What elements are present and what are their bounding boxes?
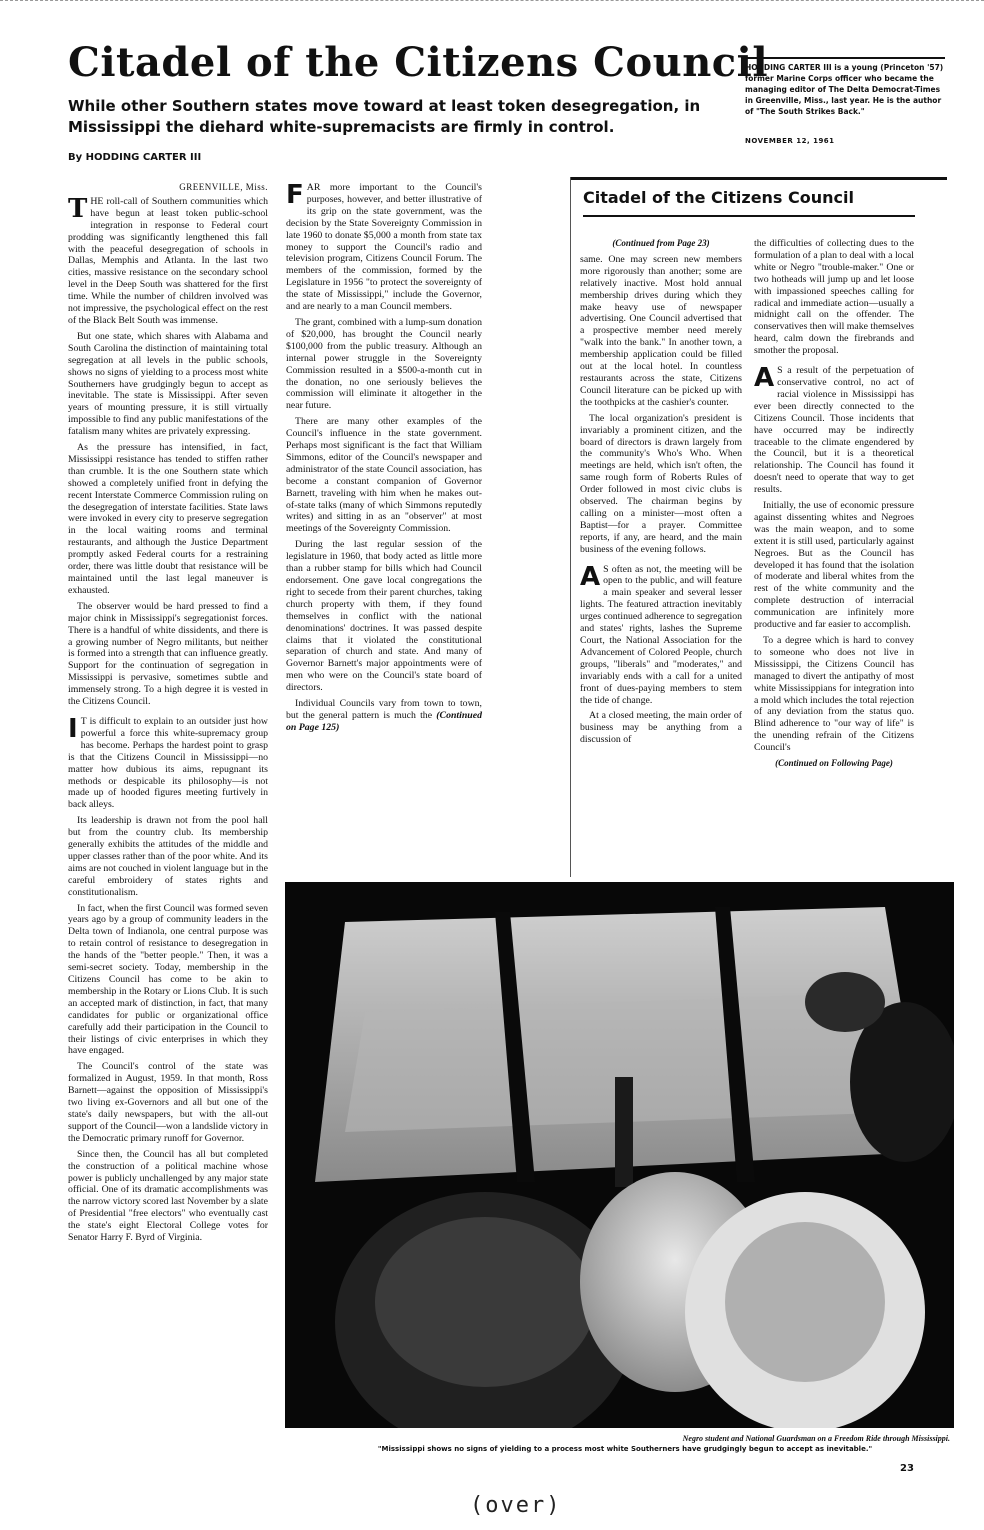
continued-note: (Continued on Following Page) [775, 758, 893, 769]
paragraph [286, 698, 482, 734]
paragraph: Initially, the use of economic pressure against dissenting whites and Negroes was the main weapon, and to some extent it is still used, particularly against Negroes. But as the Council has developed it has found that the isolation of moderate and liberal whites from the rest of the white community and the complete destruction of interracial communication are infinitely more productive and far easier to accomplish. [754, 500, 914, 631]
drop-cap: A [580, 561, 601, 592]
paragraph: During the last regular session of the legislature in 1960, that body acted as little more than a rubber stamp for bills which had Council endorsement. One gave local congregations the right to secede from their parent churches, taking church property with them, if they found themselves in conflict with the national denominations' doctrines. It was passed despite claims that it violated the constitutional separation of church and state. And many of Governor Barnett's major appointments were of men who were on the Council's state board of directors. [286, 539, 482, 694]
paragraph [68, 193, 268, 327]
drop-cap: F [286, 180, 304, 210]
article-headline: Citadel of the Citizens Council [68, 39, 769, 86]
byline: By HODDING CARTER III [68, 152, 202, 163]
continued-note: (Continued on Page 125) [286, 709, 482, 733]
paragraph: There are many other examples of the Council's influence in the state government. Perhaps most significant is the fact that William Simmons, editor of the Council's newspaper and administrator of the state Council association, has become a constant companion of Governor Barnett, traveling with him when he makes out-of-state talks (many of which Simmons reputedly writes) and sitting in as an "observer" at most meetings of the Sovereignty Commission. [286, 416, 482, 535]
article-column-2 [286, 182, 482, 738]
article-column-1 [68, 182, 268, 1248]
paragraph-text: S often as not, the meeting will be open to the public, and will feature a main speaker and several lesser lights. The featured attraction inevitably urges continued adherence to segregation and states' rights, lashes the Supreme Court, the National Association for the Advancement of Colored People, church groups, "liberals" and "moderates," and invariably ends with a call for a united front of dues-paying members to stem the tide of change. [580, 563, 742, 706]
bio-rule [745, 57, 945, 59]
caption-quote: "Mississippi shows no signs of yielding to a process most white Southerners have grudgingly begun to accept as inevitable." [377, 1445, 873, 1453]
continuation-title-rule [583, 215, 915, 217]
paragraph: But one state, which shares with Alabama and South Carolina the distinction of maintaining total segregation at all levels in the public schools, shows no signs of yielding to a process most white Southerners have grudgingly begun to accept as inevitable. The state is Mississippi. After seven years of mounting pressure, it is still virtually impossible to find any public manifestations of the fatalism many whites are privately expressing. [68, 330, 268, 438]
paragraph: To a degree which is hard to convey to someone who does not live in Mississippi, the Citizens Council has managed to divert the antipathy of most white Mississippians for integration into a mold which includes the total rejection of any deviation from the status quo. Blind adherence to "our way of life" is the unending refrain of the Citizens Council's [754, 635, 914, 754]
paragraph: Since then, the Council has all but completed the construction of a political machine whose power is publicly unchallenged by any major state official. One of its dramatic accomplishments was the narrow victory scored last November by a slate of Presidential "free electors" who eventually cast the state's eight Electoral College votes for Senator Harry F. Byrd of Virginia. [68, 1148, 268, 1244]
page-number: 23 [900, 1463, 914, 1474]
paragraph [286, 182, 482, 313]
paragraph-text: S a result of the perpetuation of conservative control, no act of racial violence in Mississippi has ever been directly connected to the Citizens Council. Those incidents that have occurred may be indirectly traceable to the climate engendered by the Council, but it is a theoretical relationship. The Council has found it doesn't need to operate that way to get results. [754, 365, 914, 496]
paragraph: the difficulties of collecting dues to the formulation of a plan to deal with a local white or Negro "trouble-maker." One or two hotheads will jump up and let loose with impassioned speeches calling for radical and immediate action—usually a midnight call on the offender. The conservatives then will make themselves heard, calm down the firebrands and smother the proposal. [754, 238, 914, 357]
caption-main: Negro student and National Guardsman on a Freedom Ride through Mississippi. [682, 1434, 950, 1443]
scan-edge-dots [0, 0, 984, 3]
paragraph [580, 561, 742, 707]
photograph [285, 882, 954, 1428]
paragraph: same. One may screen new members more rigorously than another; some are relatively inactive. Most hold annual membership drives during which they make heavy use of newspaper advertising. One Council advertised that a prospective member need merely "walk into the bank." In another town, a membership application could be filled out at the local hotel. In countless restaurants across the state, Citizens Council literature can be picked up with the toothpicks at the cashier's counter. [580, 253, 742, 408]
paragraph: At a closed meeting, the main order of business may be anything from a discussion of [580, 710, 742, 746]
drop-cap: T [68, 193, 88, 224]
paragraph: Its leadership is drawn not from the pool hall but from the country club. Its membership generally exhibits the attitudes of the middle and upper classes rather than of the poor white. And its aims are not couched in violent language but in the careful embroidery of states rights and constitutionalism. [68, 815, 268, 898]
continuation-column-2 [754, 238, 914, 774]
paragraph: In fact, when the first Council was formed seven years ago by a group of community leaders in the Delta town of Indianola, one central purpose was to retain control of resistance to desegregation in the hands of the "better people." Then, it was a semi-secret society. Today, membership in the Citizens Council has come to be akin to membership in the Rotary or Lions Club. It is such an accepted mark of distinction, in fact, that many candidates for public or organizational office carefully add their participation in the Council to their listings of civic enterprises in which they have engaged. [68, 902, 268, 1057]
paragraph-text: Individual Councils vary from town to town, but the general pattern is much the [286, 698, 482, 721]
author-bio: HODDING CARTER III is a young (Princeton '57) former Marine Corps officer who became the managing editor of The Delta Democrat-Times in Greenville, Miss., last year. He is the author of "The South Strikes Back." [745, 63, 944, 116]
continuation-box-border [570, 177, 571, 877]
issue-date: NOVEMBER 12, 1961 [745, 137, 835, 145]
paragraph: As the pressure has intensified, in fact, Mississippi resistance has tended to stiffen rather than crumble. It is the one Southern state which showed a completely unified front in defying the recent Interstate Commerce Commission ruling on the desegregation of interstate facilities. State laws were invoked in every city to preserve segregation in the local waiting rooms and terminal restaurants, and although the Justice Department promptly asked Federal courts for a restraining order, there was little doubt that resistance will be maintained until the last legal maneuver is exhausted. [68, 442, 268, 596]
dateline: GREENVILLE, Miss. [179, 182, 268, 192]
continuation-box-rule [570, 177, 947, 180]
continued-from: (Continued from Page 23) [612, 238, 710, 248]
drop-cap: I [68, 713, 78, 744]
paragraph: The local organization's president is invariably a prominent citizen, and the board of directors is drawn largely from the community's Who's Who. When meetings are held, which isn't often, the same rough form of Roberts Rules of Order followed in most civic clubs is observed. The chairman begins by calling on a minister—most often a Baptist—for a prayer. Committee reports, if any, are heard, and the main business of the evening follows. [580, 412, 742, 555]
freedom-ride-photo-illustration [285, 882, 954, 1428]
handwritten-note: (over) [470, 1493, 562, 1518]
paragraph: The grant, combined with a lump-sum donation of $20,000, has brought the Council nearly $100,000 from the public treasury. Although an internal power struggle in the Sovereignty Commission resulted in a $500-a-month cut in the donation, no one seriously believes the commission will eliminate it altogether in the near future. [286, 316, 482, 412]
photo-caption [300, 1433, 950, 1455]
continuation-title: Citadel of the Citizens Council [583, 188, 854, 207]
paragraph [754, 365, 914, 496]
paragraph: The observer would be hard pressed to find a major chink in Mississippi's segregationist forces. There is a handful of white dissidents, and there is a growing number of Negro militants, but neither is formed into a strength that can influence greatly. Support for the continuation of segregation in Mississippi is pervasive, sometimes subtle and immensely strong. To a high degree it is vested in the Citizens Council. [68, 600, 268, 708]
paragraph-text: T is difficult to explain to an outsider just how powerful a force this white-supremacy group has become. Perhaps the hardest point to grasp is that the Citizens Council in Mississippi—no matter how dubious its aims, repugnant its methods or despicable its philosophy—is not made up of hooded figures meeting furtively in back alleys. [68, 715, 268, 811]
drop-cap: A [754, 363, 775, 394]
paragraph [68, 713, 268, 811]
article-subheadline: While other Southern states move toward at least token desegregation, in Mississippi the diehard white-supremacists are firmly in control. [68, 97, 701, 136]
continuation-column-1 [580, 238, 742, 750]
paragraph: The Council's control of the state was formalized in August, 1959. In that month, Ross Barnett—against the opposition of Mississippi's two living ex-Governors and all but one of the state's daily newspapers, but with the all-out support of the Council—won a landslide victory in the Democratic primary runoff for Governor. [68, 1061, 268, 1144]
paragraph-text: HE roll-call of Southern communities which have begun at least token public-school integration in response to Federal court prodding was significantly lengthened this fall with the peaceful desegregation of schools in Dallas, Memphis and Atlanta. In the last two cities, massive resistance on the secondary school level in the Deep South was shattered for the first time. While the number of children involved was not impressive, the psychological effect on the rest of the Black Belt South was immense. [68, 195, 268, 326]
paragraph-text: AR more important to the Council's purposes, however, and better illustrative of its grip on the state government, was the decision by the State Sovereignty Commission in late 1960 to donate $5,000 a month from state tax money to support the Council's radio and television program, Citizens Council Forum. The members of the commission, formed by the Legislature in 1956 "to protect the sovereignty of the state of Mississippi," include the Governor, and are nearly to a man Council members. [286, 182, 482, 313]
